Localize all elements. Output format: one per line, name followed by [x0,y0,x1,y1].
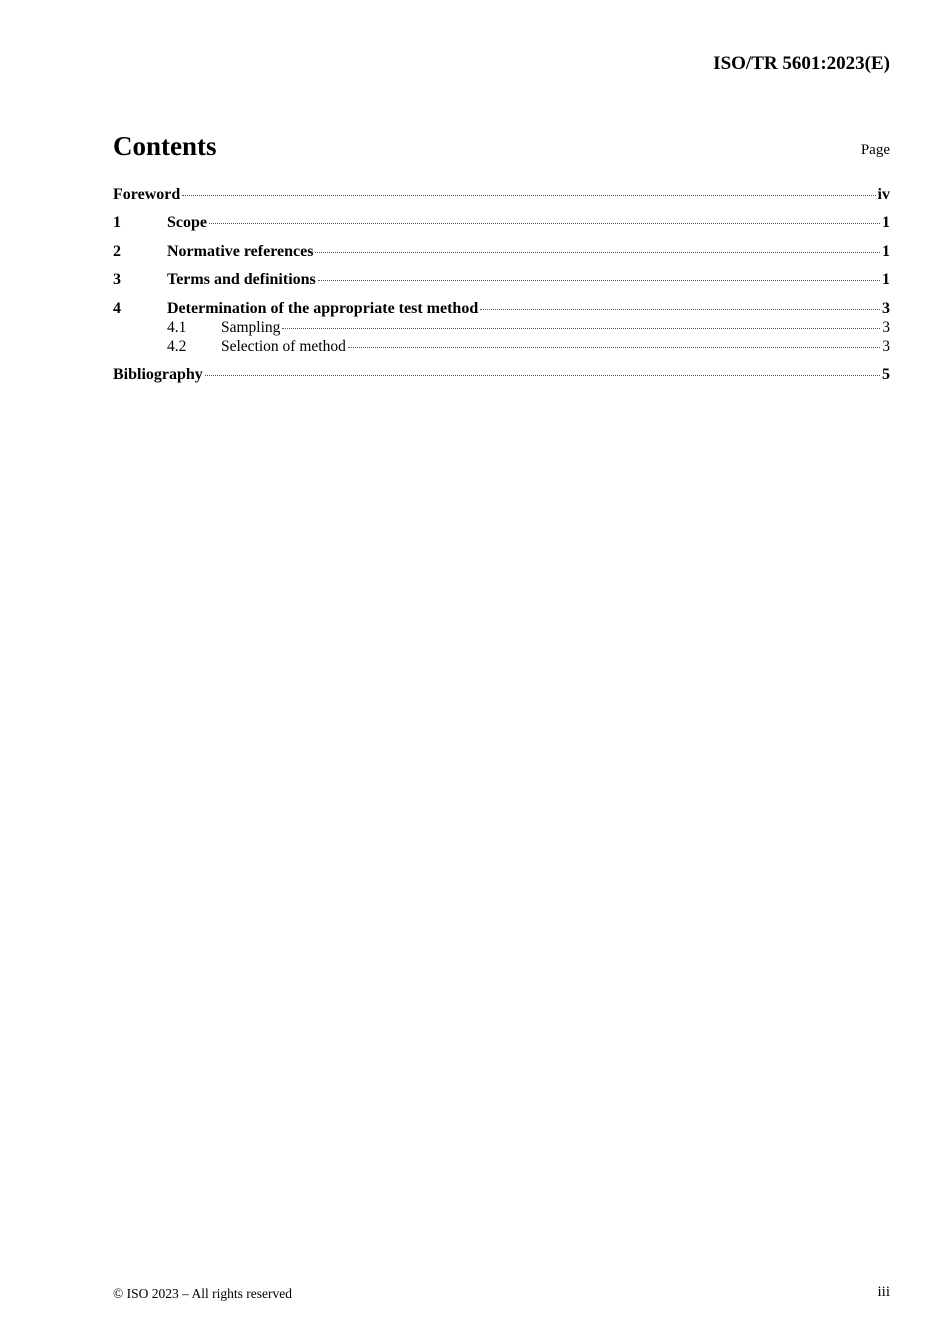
toc-entry-title: Bibliography [113,366,203,383]
toc-entry-number: 4.2 [167,338,187,355]
toc-entry-number: 4 [113,300,121,317]
toc-entry-title: Sampling [221,319,281,336]
toc-entry-number: 2 [113,243,121,260]
toc-entry-page: 1 [882,214,890,231]
dot-leader [348,346,880,348]
toc-entry-title: Normative references [167,243,314,260]
toc-entry-title: Determination of the appropriate test method [167,300,479,317]
toc-entry-number: 4.1 [167,319,187,336]
toc-entry-number: 1 [113,214,121,231]
toc-entry-title: Scope [167,214,207,231]
toc-entry-title: Terms and definitions [167,271,316,288]
toc-entry-page: iv [877,186,890,203]
toc-entry-title: Selection of method [221,338,346,355]
page-column-label: Page [860,142,890,158]
toc-entry-page: 1 [882,243,890,260]
dot-leader [318,279,880,281]
toc-entry-scope[interactable] [113,214,890,232]
toc-entry-bibliography[interactable] [113,366,890,384]
contents-title: Contents [113,131,217,161]
toc-entry-page: 1 [882,271,890,288]
toc-entry-number: 3 [113,271,121,288]
dot-leader [209,222,880,224]
toc-entry-selection-of-method[interactable] [113,338,890,356]
toc-entry-title: Foreword [113,186,181,203]
toc-entry-page: 5 [882,366,890,383]
footer-page-number: iii [877,1284,890,1300]
toc-entry-foreword[interactable] [113,186,890,204]
toc-entry-page: 3 [882,319,890,336]
toc-entry-normative-references[interactable] [113,243,890,261]
footer-copyright: © ISO 2023 – All rights reserved [113,1286,292,1301]
toc-entry-determination[interactable] [113,300,890,318]
toc-entry-sampling[interactable] [113,319,890,337]
toc-entry-terms-and-definitions[interactable] [113,271,890,289]
toc-entry-page: 3 [882,300,890,317]
dot-leader [205,374,880,376]
document-identifier: ISO/TR 5601:2023(E) [713,53,890,74]
dot-leader [480,308,880,310]
dot-leader [282,327,880,329]
dot-leader [182,194,875,196]
toc-entry-page: 3 [882,338,890,355]
dot-leader [315,251,880,253]
